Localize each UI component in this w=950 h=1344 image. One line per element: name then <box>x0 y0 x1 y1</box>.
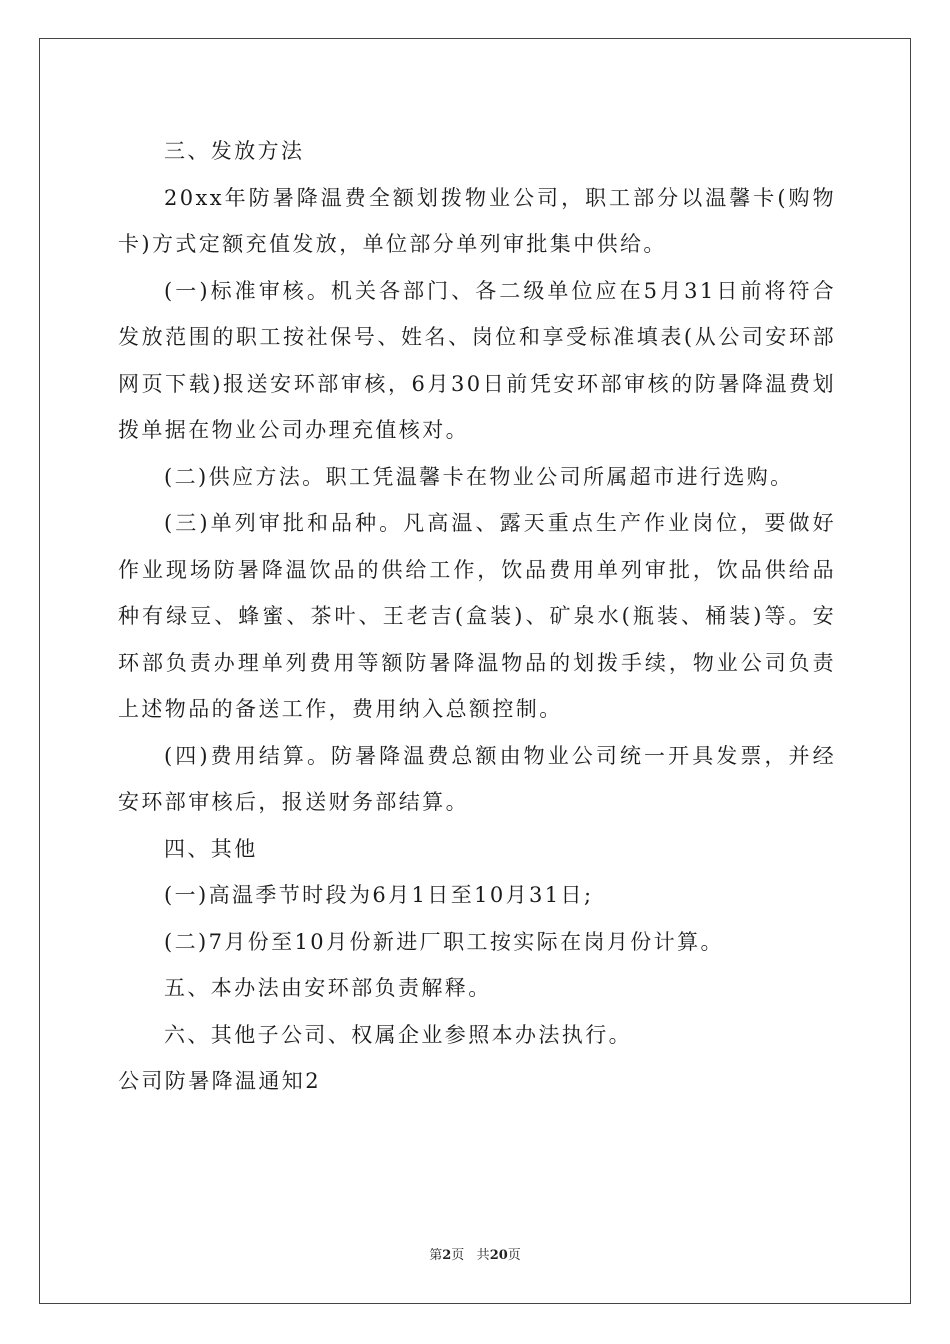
page-footer <box>0 1244 950 1263</box>
document-body <box>118 128 836 1105</box>
paragraph-subsidiaries: 六、其他子公司、权属企业参照本办法执行。 <box>164 1022 632 1047</box>
paragraph-standard-review: (一)标准审核。机关各部门、各二级单位应在5月31日前将符合发放范围的职工按社保号、姓名、岗位和享受标准填表(从公司安环部网页下载)报送安环部审核，6月30日前凭安环部审核的防暑降温费划拨单据在物业公司办理充值核对。 <box>118 278 836 442</box>
section-heading-distribution-method: 三、发放方法 <box>164 139 305 163</box>
section-heading-other: 四、其他 <box>164 836 258 861</box>
footer-page-suffix: 页 <box>451 1248 465 1263</box>
footer-total-suffix: 页 <box>507 1248 521 1263</box>
footer-total-prefix: 共 <box>476 1248 490 1263</box>
footer-page-prefix: 第 <box>429 1248 443 1263</box>
paragraph-new-employees: (二)7月份至10月份新进厂职工按实际在岗月份计算。 <box>164 929 724 954</box>
paragraph-high-temp-period: (一)高温季节时段为6月1日至10月31日; <box>164 883 594 907</box>
paragraph-allocation: 20xx年防暑降温费全额划拨物业公司，职工部分以温馨卡(购物卡)方式定额充值发放，单位部分单列审批集中供给。 <box>118 185 836 256</box>
footer-total-pages: 20 <box>489 1248 508 1263</box>
paragraph-interpretation: 五、本办法由安环部负责解释。 <box>164 976 492 1000</box>
paragraph-settlement: (四)费用结算。防暑降温费总额由物业公司统一开具发票，并经安环部审核后，报送财务部结算。 <box>118 743 836 814</box>
footer-current-page: 2 <box>442 1248 452 1263</box>
paragraph-separate-approval: (三)单列审批和品种。凡高温、露天重点生产作业岗位，要做好作业现场防暑降温饮品的供给工作，饮品费用单列审批，饮品供给品种有绿豆、蜂蜜、茶叶、王老吉(盒装)、矿泉水(瓶装、桶装)等。安环部负责办理单列费用等额防暑降温物品的划拨手续，物业公司负责上述物品的备送工作，费用纳入总额控制。 <box>118 511 836 721</box>
section-title-notice-2: 公司防暑降温通知2 <box>118 1069 321 1093</box>
paragraph-supply-method: (二)供应方法。职工凭温馨卡在物业公司所属超市进行选购。 <box>164 464 794 489</box>
